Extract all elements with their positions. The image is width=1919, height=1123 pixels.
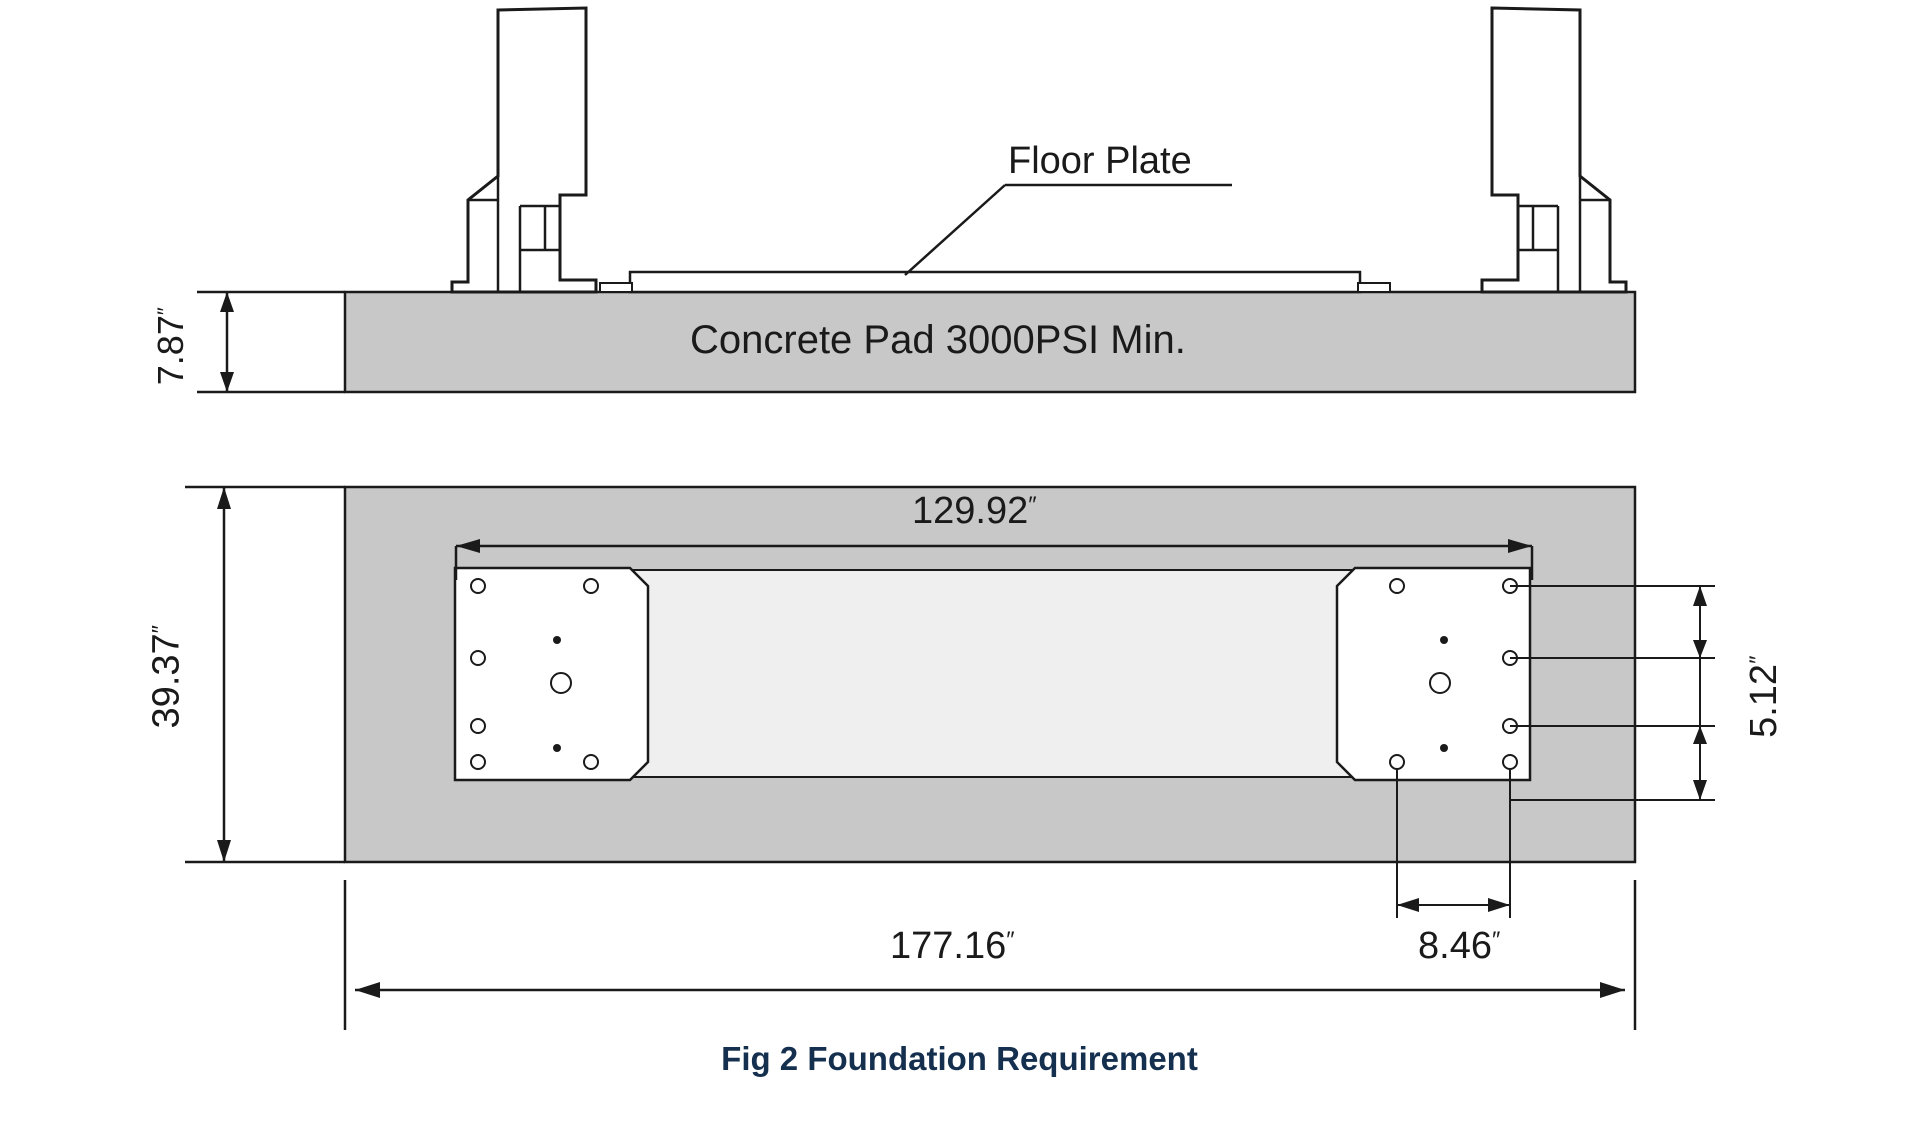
floor-plate-label: Floor Plate: [1008, 140, 1192, 182]
floor-plate-side: [630, 272, 1360, 292]
plate-lip-right: [1358, 283, 1390, 292]
plate-lip-left: [600, 283, 632, 292]
dim-label-pad-depth: 39.37″: [145, 624, 188, 729]
dim-label-anchor-spacing-length: 129.92″: [912, 490, 1038, 532]
right-base-plate: [1337, 568, 1530, 780]
dim-label-anchor-spacing-width: 5.12″: [1742, 655, 1785, 738]
inch-mark-icon: ″: [1744, 655, 1771, 664]
dim-pad-thickness: [197, 292, 345, 392]
dim-pad-depth: [185, 487, 345, 862]
inch-mark-icon: ″: [1491, 926, 1501, 953]
concrete-pad-label: Concrete Pad 3000PSI Min.: [690, 318, 1186, 362]
inch-mark-icon: ″: [1028, 491, 1038, 518]
floor-plate-leader: [905, 185, 1005, 275]
figure-caption: Fig 2 Foundation Requirement: [721, 1040, 1198, 1077]
dim-label-anchor-spacing-short: 8.46″: [1418, 925, 1501, 967]
dim-label-pad-length: 177.16″: [890, 925, 1016, 967]
dim-label-pad-thickness: 7.87″: [150, 306, 192, 386]
inch-mark-icon: ″: [153, 306, 179, 316]
inch-mark-icon: ″: [146, 624, 173, 634]
inch-mark-icon: ″: [1006, 926, 1016, 953]
left-base-plate: [455, 568, 648, 780]
